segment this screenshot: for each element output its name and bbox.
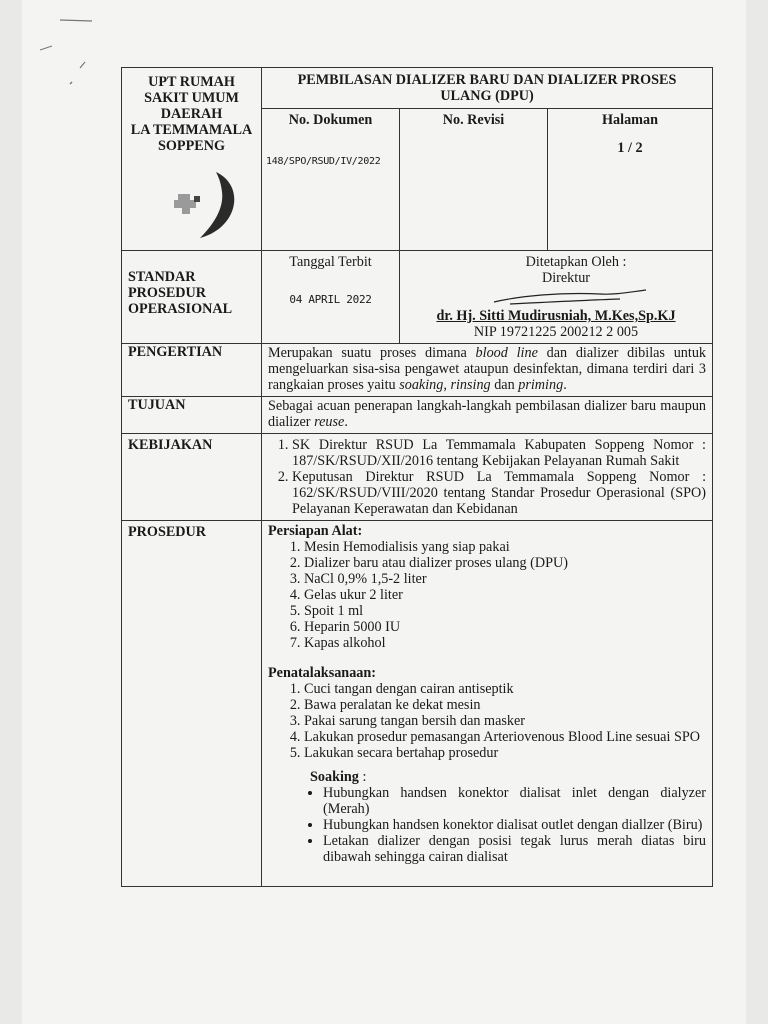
prosedur-label: PROSEDUR bbox=[122, 521, 262, 887]
kebijakan-label: KEBIJAKAN bbox=[122, 434, 262, 521]
tujuan-text bbox=[262, 397, 713, 434]
penatalaksanaan-heading: Penatalaksanaan: bbox=[268, 665, 376, 681]
sop-label-line: PROSEDUR bbox=[128, 285, 207, 301]
text-run: dan dializer dibilas untuk mengeluarkan sisa-sisa pengawet ataupun desinfektan, dimana terdiri dari 3 rangkaian proses yaitu bbox=[268, 345, 707, 393]
approved-by-label: Ditetapkan Oleh : bbox=[525, 254, 627, 270]
text-run: . bbox=[563, 377, 567, 393]
approved-role: Direktur bbox=[541, 270, 591, 286]
sop-table bbox=[121, 67, 713, 887]
hospital-logo bbox=[142, 168, 242, 242]
text-run-italic: blood line bbox=[475, 345, 538, 361]
doc-number-label: No. Dokumen bbox=[262, 109, 400, 131]
org-name-line: LA TEMMAMALA bbox=[130, 122, 253, 138]
list-item: 2. Dializer baru atau dializer proses ulang (DPU) bbox=[304, 555, 706, 571]
text-run-italic: priming bbox=[518, 377, 564, 393]
list-item: 2. Bawa peralatan ke dekat mesin bbox=[304, 697, 706, 713]
issue-date-label: Tanggal Terbit bbox=[289, 254, 372, 270]
issue-date-value: 04 APRIL 2022 bbox=[289, 293, 372, 306]
text-run: . bbox=[344, 414, 348, 430]
list-item: 2. Keputusan Direktur RSUD La Temmamala Soppeng Nomor : 162/SK/RSUD/VIII/2020 tentang Standar Prosedur Operasional (SPO) Pelayanan Keperawatan dan Kebidanan bbox=[292, 469, 706, 517]
prosedur-row bbox=[122, 521, 713, 887]
page-value: 1 / 2 bbox=[617, 140, 643, 156]
list-item: 3. Pakai sarung tangan bersih dan masker bbox=[304, 713, 706, 729]
revision-label: No. Revisi bbox=[400, 109, 548, 251]
list-item: 4. Lakukan prosedur pemasangan Arteriovenous Blood Line sesuai SPO bbox=[304, 729, 706, 745]
text-run: : bbox=[358, 769, 367, 785]
title-line: PEMBILASAN DIALIZER BARU DAN DIALIZER PROSES bbox=[297, 72, 677, 88]
doc-number-value: 148/SPO/RSUD/IV/2022 bbox=[266, 156, 381, 167]
sop-label-line: STANDAR bbox=[128, 269, 196, 285]
title-line: ULANG (DPU) bbox=[440, 88, 534, 104]
text-run: Sebagai acuan penerapan langkah-langkah pembilasan dializer baru maupun dializer bbox=[268, 398, 707, 430]
signature bbox=[490, 286, 650, 308]
document-title bbox=[262, 68, 713, 109]
org-name-line: SOPPENG bbox=[157, 138, 225, 154]
org-name-line: UPT RUMAH bbox=[148, 74, 235, 90]
signer-nip: NIP 19721225 200212 2 005 bbox=[473, 324, 639, 340]
org-name-line: SAKIT UMUM bbox=[144, 90, 239, 106]
page-label: Halaman bbox=[602, 112, 658, 128]
text-run-italic: soaking bbox=[399, 377, 444, 393]
penatalaksanaan-list bbox=[268, 681, 706, 761]
list-item: 4. Gelas ukur 2 liter bbox=[304, 587, 706, 603]
org-name-line: DAERAH bbox=[160, 106, 223, 122]
kebijakan-content bbox=[262, 434, 713, 521]
sop-label-line: OPERASIONAL bbox=[128, 301, 233, 317]
kebijakan-list bbox=[268, 437, 706, 517]
pengertian-text bbox=[262, 344, 713, 397]
list-item: 6. Heparin 5000 IU bbox=[304, 619, 706, 635]
list-item: • Hubungkan handsen konektor dialisat inlet dengan dialyzer (Merah) bbox=[323, 785, 706, 817]
organization-cell bbox=[122, 68, 262, 251]
approval-cell bbox=[400, 251, 713, 344]
prosedur-content bbox=[262, 521, 713, 887]
soaking-list bbox=[268, 785, 706, 865]
kebijakan-row bbox=[122, 434, 713, 521]
pengertian-row bbox=[122, 344, 713, 397]
alat-heading: Persiapan Alat: bbox=[268, 523, 363, 539]
doc-number-cell bbox=[262, 130, 400, 251]
alat-list bbox=[268, 539, 706, 651]
list-item: 5. Spoit 1 ml bbox=[304, 603, 706, 619]
list-item: 1. Mesin Hemodialisis yang siap pakai bbox=[304, 539, 706, 555]
text-run: , bbox=[443, 377, 451, 393]
tujuan-row bbox=[122, 397, 713, 434]
tujuan-label: TUJUAN bbox=[122, 397, 262, 434]
text-run: Merupakan suatu proses dimana bbox=[268, 345, 476, 361]
list-item: 1. Cuci tangan dengan cairan antiseptik bbox=[304, 681, 706, 697]
soaking-heading bbox=[268, 769, 706, 785]
list-item: 5. Lakukan secara bertahap prosedur bbox=[304, 745, 706, 761]
list-item: • Hubungkan handsen konektor dialisat outlet dengan diallzer (Biru) bbox=[323, 817, 706, 833]
sop-row bbox=[122, 251, 713, 344]
issue-date-cell bbox=[262, 251, 400, 344]
list-item: 3. NaCl 0,9% 1,5-2 liter bbox=[304, 571, 706, 587]
signer-name: dr. Hj. Sitti Mudirusniah, M.Kes,Sp.KJ bbox=[436, 308, 676, 324]
page-cell bbox=[548, 109, 713, 251]
text-run: dan bbox=[490, 377, 519, 393]
text-run-italic: reuse bbox=[314, 414, 345, 430]
text-run-italic: rinsing bbox=[450, 377, 491, 393]
list-item: 1. SK Direktur RSUD La Temmamala Kabupaten Soppeng Nomor : 187/SK/RSUD/XII/2016 tentang Kebijakan Pelayanan Rumah Sakit bbox=[292, 437, 706, 469]
header-title-row bbox=[122, 68, 713, 109]
list-item: 7. Kapas alkohol bbox=[304, 635, 706, 651]
list-item: • Letakan dializer dengan posisi tegak lurus merah diatas biru dibawah sehingga cairan dialisat bbox=[323, 833, 706, 865]
pengertian-label: PENGERTIAN bbox=[122, 344, 262, 397]
text-run: Soaking bbox=[310, 769, 359, 785]
sop-label-cell bbox=[122, 251, 262, 344]
